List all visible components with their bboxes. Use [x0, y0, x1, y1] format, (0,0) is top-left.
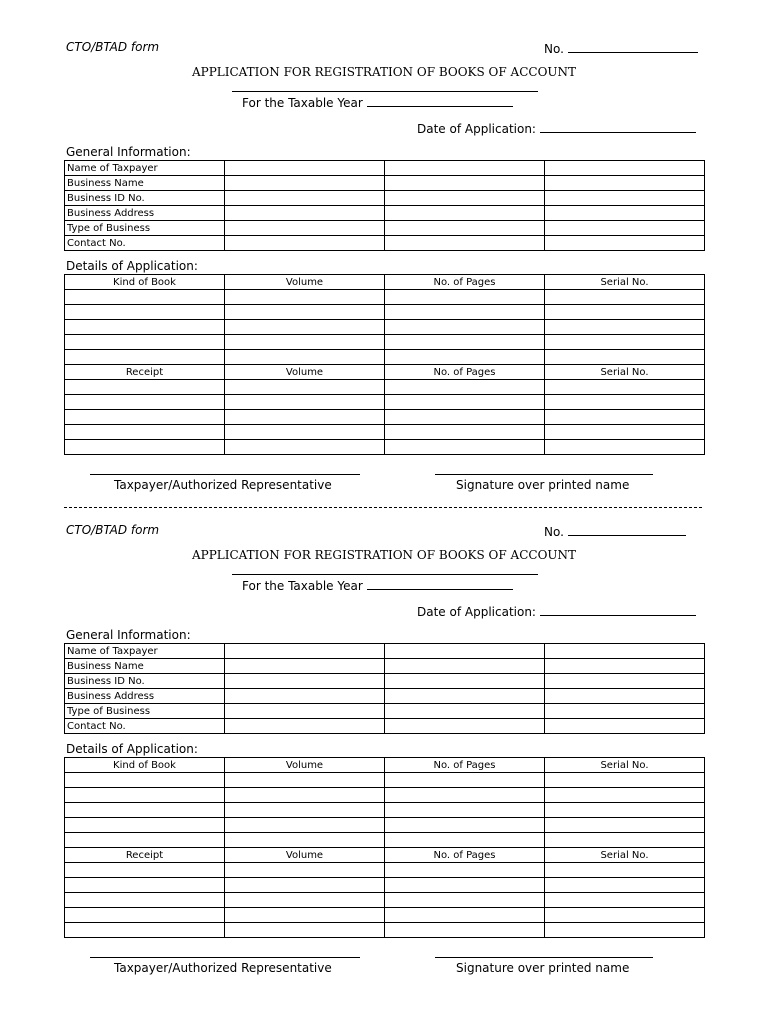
- cell[interactable]: [225, 410, 385, 425]
- table-row: [65, 818, 705, 833]
- cell[interactable]: [225, 773, 385, 788]
- cell[interactable]: [385, 689, 545, 704]
- table-row: [65, 191, 705, 206]
- cell[interactable]: [545, 893, 705, 908]
- cell[interactable]: [385, 674, 545, 689]
- printed-name-signature-label: Signature over printed name: [456, 478, 630, 492]
- cell[interactable]: [385, 206, 545, 221]
- cell[interactable]: [225, 644, 385, 659]
- table-row: [65, 833, 705, 848]
- cell[interactable]: [225, 833, 385, 848]
- general-information-label: General Information:: [66, 628, 191, 642]
- table-row: [65, 236, 705, 251]
- cell[interactable]: [225, 788, 385, 803]
- cell[interactable]: [65, 395, 225, 410]
- column-header: Volume: [225, 758, 385, 773]
- general-information-table: [64, 160, 705, 251]
- cell[interactable]: [65, 440, 225, 455]
- column-header: Serial No.: [545, 848, 705, 863]
- taxable-year-field[interactable]: [242, 94, 513, 110]
- form-copy-1: [0, 0, 768, 492]
- cell[interactable]: [385, 236, 545, 251]
- cell[interactable]: [385, 425, 545, 440]
- table-row: [65, 221, 705, 236]
- cell[interactable]: [385, 191, 545, 206]
- cell[interactable]: [225, 380, 385, 395]
- cell[interactable]: [545, 335, 705, 350]
- table-row: [65, 863, 705, 878]
- details-of-application-label: Details of Application:: [66, 259, 198, 273]
- cell[interactable]: [545, 425, 705, 440]
- cell[interactable]: [385, 440, 545, 455]
- cell[interactable]: [545, 410, 705, 425]
- column-header: No. of Pages: [385, 275, 545, 290]
- table-row: [65, 923, 705, 938]
- cell[interactable]: [385, 893, 545, 908]
- cell[interactable]: [545, 320, 705, 335]
- cell[interactable]: [65, 908, 225, 923]
- cell[interactable]: [545, 833, 705, 848]
- cell[interactable]: [225, 161, 385, 176]
- table-row: [65, 161, 705, 176]
- column-header: No. of Pages: [385, 365, 545, 380]
- cell[interactable]: [545, 659, 705, 674]
- cell[interactable]: [385, 803, 545, 818]
- cell[interactable]: [545, 674, 705, 689]
- cell[interactable]: [545, 176, 705, 191]
- table-header-row: [65, 758, 705, 773]
- cell[interactable]: [65, 773, 225, 788]
- date-of-application-field[interactable]: [417, 120, 696, 136]
- cell[interactable]: [225, 923, 385, 938]
- table-row: [65, 689, 705, 704]
- column-header: No. of Pages: [385, 758, 545, 773]
- table-row: [65, 425, 705, 440]
- general-information-label: General Information:: [66, 145, 191, 159]
- taxpayer-signature-line[interactable]: [90, 957, 360, 958]
- row-label: Type of Business: [65, 221, 225, 236]
- cell[interactable]: [545, 191, 705, 206]
- row-label: Business Name: [65, 659, 225, 674]
- table-row: [65, 659, 705, 674]
- cell[interactable]: [545, 803, 705, 818]
- cell[interactable]: [65, 893, 225, 908]
- row-label: Name of Taxpayer: [65, 161, 225, 176]
- cell[interactable]: [225, 908, 385, 923]
- column-header: Volume: [225, 848, 385, 863]
- table-row: [65, 773, 705, 788]
- cell[interactable]: [225, 719, 385, 734]
- cell[interactable]: [65, 803, 225, 818]
- row-label: Name of Taxpayer: [65, 644, 225, 659]
- cell[interactable]: [65, 923, 225, 938]
- column-header: Volume: [225, 275, 385, 290]
- cell[interactable]: [65, 290, 225, 305]
- cell[interactable]: [225, 191, 385, 206]
- cell[interactable]: [225, 659, 385, 674]
- table-row: [65, 440, 705, 455]
- printed-name-signature-line[interactable]: [435, 957, 653, 958]
- cell[interactable]: [65, 788, 225, 803]
- cell[interactable]: [545, 818, 705, 833]
- header-line: [232, 574, 538, 575]
- table-header-row: [65, 275, 705, 290]
- cell[interactable]: [385, 305, 545, 320]
- cell[interactable]: [385, 704, 545, 719]
- printed-name-signature-line[interactable]: [435, 474, 653, 475]
- taxable-year-label: For the Taxable Year: [242, 579, 363, 593]
- form-number-field[interactable]: [544, 523, 686, 539]
- cell[interactable]: [545, 350, 705, 365]
- cell[interactable]: [545, 395, 705, 410]
- cell[interactable]: [225, 290, 385, 305]
- table-row: [65, 350, 705, 365]
- cell[interactable]: [225, 305, 385, 320]
- cell[interactable]: [225, 236, 385, 251]
- table-row: [65, 335, 705, 350]
- row-label: Business ID No.: [65, 674, 225, 689]
- printed-name-signature-label: Signature over printed name: [456, 961, 630, 975]
- cell[interactable]: [65, 335, 225, 350]
- cell[interactable]: [225, 350, 385, 365]
- cell[interactable]: [65, 410, 225, 425]
- table-row: [65, 878, 705, 893]
- cell[interactable]: [545, 644, 705, 659]
- cell[interactable]: [65, 878, 225, 893]
- cell[interactable]: [545, 863, 705, 878]
- form-code: CTO/BTAD form: [66, 40, 160, 54]
- column-header: No. of Pages: [385, 848, 545, 863]
- cell[interactable]: [225, 395, 385, 410]
- table-row: [65, 410, 705, 425]
- table-row: [65, 893, 705, 908]
- form-number-label: No.: [544, 42, 564, 56]
- table-row: [65, 674, 705, 689]
- table-row: [65, 908, 705, 923]
- row-label: Contact No.: [65, 719, 225, 734]
- cell[interactable]: [545, 380, 705, 395]
- taxpayer-signature-label: Taxpayer/Authorized Representative: [114, 961, 332, 975]
- column-header: Kind of Book: [65, 275, 225, 290]
- table-header-row: [65, 848, 705, 863]
- table-row: [65, 305, 705, 320]
- details-table: [64, 757, 705, 938]
- table-row: [65, 380, 705, 395]
- cell[interactable]: [65, 818, 225, 833]
- form-number-field[interactable]: [544, 40, 698, 56]
- table-row: [65, 176, 705, 191]
- table-row: [65, 788, 705, 803]
- cell[interactable]: [225, 440, 385, 455]
- row-label: Business Name: [65, 176, 225, 191]
- cell[interactable]: [225, 878, 385, 893]
- cell[interactable]: [225, 893, 385, 908]
- cell[interactable]: [545, 788, 705, 803]
- table-row: [65, 206, 705, 221]
- column-header: Receipt: [65, 848, 225, 863]
- cell[interactable]: [385, 290, 545, 305]
- table-row: [65, 290, 705, 305]
- table-header-row: [65, 365, 705, 380]
- cell[interactable]: [385, 395, 545, 410]
- taxable-year-field[interactable]: [242, 577, 513, 593]
- table-row: [65, 320, 705, 335]
- cell[interactable]: [545, 206, 705, 221]
- general-information-table: [64, 643, 705, 734]
- table-row: [65, 395, 705, 410]
- cell[interactable]: [385, 659, 545, 674]
- cell[interactable]: [545, 236, 705, 251]
- form-copy-2: [0, 483, 768, 975]
- cell[interactable]: [225, 704, 385, 719]
- form-code: CTO/BTAD form: [66, 523, 160, 537]
- header-line: [232, 91, 538, 92]
- cell[interactable]: [385, 719, 545, 734]
- cell[interactable]: [545, 689, 705, 704]
- cell[interactable]: [385, 176, 545, 191]
- cell[interactable]: [385, 923, 545, 938]
- column-header: Kind of Book: [65, 758, 225, 773]
- column-header: Receipt: [65, 365, 225, 380]
- cell[interactable]: [225, 689, 385, 704]
- cell[interactable]: [385, 380, 545, 395]
- cell[interactable]: [385, 773, 545, 788]
- details-of-application-label: Details of Application:: [66, 742, 198, 756]
- taxpayer-signature-line[interactable]: [90, 474, 360, 475]
- date-of-application-label: Date of Application:: [417, 122, 536, 136]
- cell[interactable]: [65, 380, 225, 395]
- cell[interactable]: [385, 161, 545, 176]
- cell[interactable]: [65, 833, 225, 848]
- cell[interactable]: [65, 425, 225, 440]
- cell[interactable]: [545, 908, 705, 923]
- cell[interactable]: [385, 350, 545, 365]
- cell[interactable]: [545, 923, 705, 938]
- cell[interactable]: [225, 221, 385, 236]
- details-table: [64, 274, 705, 455]
- cell[interactable]: [545, 719, 705, 734]
- date-of-application-label: Date of Application:: [417, 605, 536, 619]
- cell[interactable]: [545, 161, 705, 176]
- cell[interactable]: [385, 320, 545, 335]
- cell[interactable]: [65, 350, 225, 365]
- row-label: Contact No.: [65, 236, 225, 251]
- cell[interactable]: [545, 290, 705, 305]
- table-row: [65, 719, 705, 734]
- cell[interactable]: [65, 320, 225, 335]
- table-row: [65, 803, 705, 818]
- column-header: Serial No.: [545, 758, 705, 773]
- cell[interactable]: [545, 440, 705, 455]
- column-header: Serial No.: [545, 275, 705, 290]
- cell[interactable]: [225, 803, 385, 818]
- cell[interactable]: [385, 788, 545, 803]
- cell[interactable]: [225, 818, 385, 833]
- cell[interactable]: [65, 863, 225, 878]
- taxable-year-label: For the Taxable Year: [242, 96, 363, 110]
- cell[interactable]: [225, 335, 385, 350]
- cell[interactable]: [385, 644, 545, 659]
- cell[interactable]: [545, 305, 705, 320]
- cell[interactable]: [385, 878, 545, 893]
- cell[interactable]: [385, 863, 545, 878]
- form-title: APPLICATION FOR REGISTRATION OF BOOKS OF ACCOUNT: [191, 65, 577, 79]
- cell[interactable]: [225, 425, 385, 440]
- cell[interactable]: [545, 704, 705, 719]
- cell[interactable]: [545, 221, 705, 236]
- cell[interactable]: [545, 773, 705, 788]
- form-title: APPLICATION FOR REGISTRATION OF BOOKS OF ACCOUNT: [191, 548, 577, 562]
- table-row: [65, 704, 705, 719]
- cell[interactable]: [385, 221, 545, 236]
- cell[interactable]: [545, 878, 705, 893]
- table-row: [65, 644, 705, 659]
- row-label: Type of Business: [65, 704, 225, 719]
- cell[interactable]: [385, 335, 545, 350]
- cell[interactable]: [385, 410, 545, 425]
- cell[interactable]: [385, 818, 545, 833]
- column-header: Volume: [225, 365, 385, 380]
- row-label: Business Address: [65, 689, 225, 704]
- row-label: Business ID No.: [65, 191, 225, 206]
- cell[interactable]: [225, 176, 385, 191]
- cell[interactable]: [385, 833, 545, 848]
- cell[interactable]: [225, 320, 385, 335]
- taxpayer-signature-label: Taxpayer/Authorized Representative: [114, 478, 332, 492]
- cell[interactable]: [385, 908, 545, 923]
- cell[interactable]: [225, 674, 385, 689]
- cell[interactable]: [65, 305, 225, 320]
- column-header: Serial No.: [545, 365, 705, 380]
- cell[interactable]: [225, 863, 385, 878]
- date-of-application-field[interactable]: [417, 603, 696, 619]
- cell[interactable]: [225, 206, 385, 221]
- row-label: Business Address: [65, 206, 225, 221]
- form-number-label: No.: [544, 525, 564, 539]
